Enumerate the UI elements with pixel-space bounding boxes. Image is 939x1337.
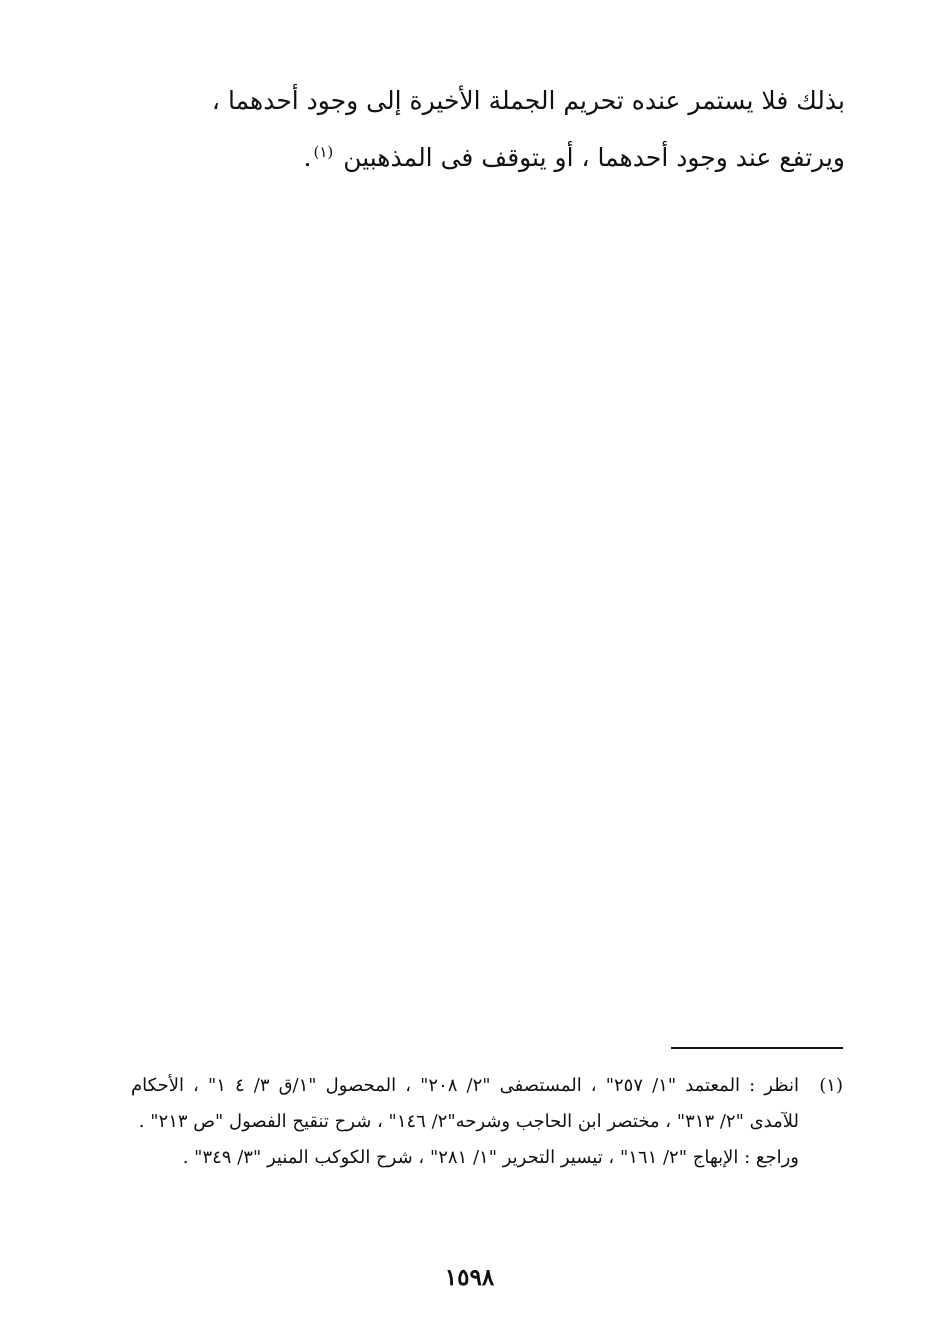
footnote-reference[interactable]: (١) [313, 142, 334, 161]
footnote-body [131, 1068, 799, 1176]
main-text-end-punctuation: . [303, 143, 312, 172]
footnote-separator-rule [671, 1047, 843, 1049]
footnote-number: (١) [819, 1075, 843, 1096]
main-text-line-2 [133, 129, 845, 186]
footnote-item [131, 1068, 843, 1176]
main-text-block [133, 72, 845, 186]
main-text-line-1: بذلك فلا يستمر عنده تحريم الجملة الأخيرة إلى وجود أحدهما ، [211, 86, 845, 115]
page-number: ١٥٩٨ [444, 1264, 495, 1291]
footnote-paragraph-see-also: وراجع : الإبهاج "٢/ ١٦١" ، تيسير التحرير "١/ ٢٨١" ، شرح الكوكب المنير "٣/ ٣٤٩" . [182, 1147, 799, 1168]
main-text-line-2-body: ويرتفع عند وجود أحدهما ، أو يتوقف فى المذهبين [343, 143, 845, 172]
footnote-paragraph-references: انظر : المعتمد "١/ ٢٥٧" ، المستصفى "٢/ ٢٠٨" ، المحصول "١/ق ٣/ ٤ ١" ، الأحكام للآمدى "٢/ ٣١٣" ، مختصر ابن الحاجب وشرحه"٢/ ١٤٦" ، شرح تنقيح الفصول "ص ٢١٣" . [131, 1075, 799, 1132]
footnotes-section [131, 1068, 843, 1176]
